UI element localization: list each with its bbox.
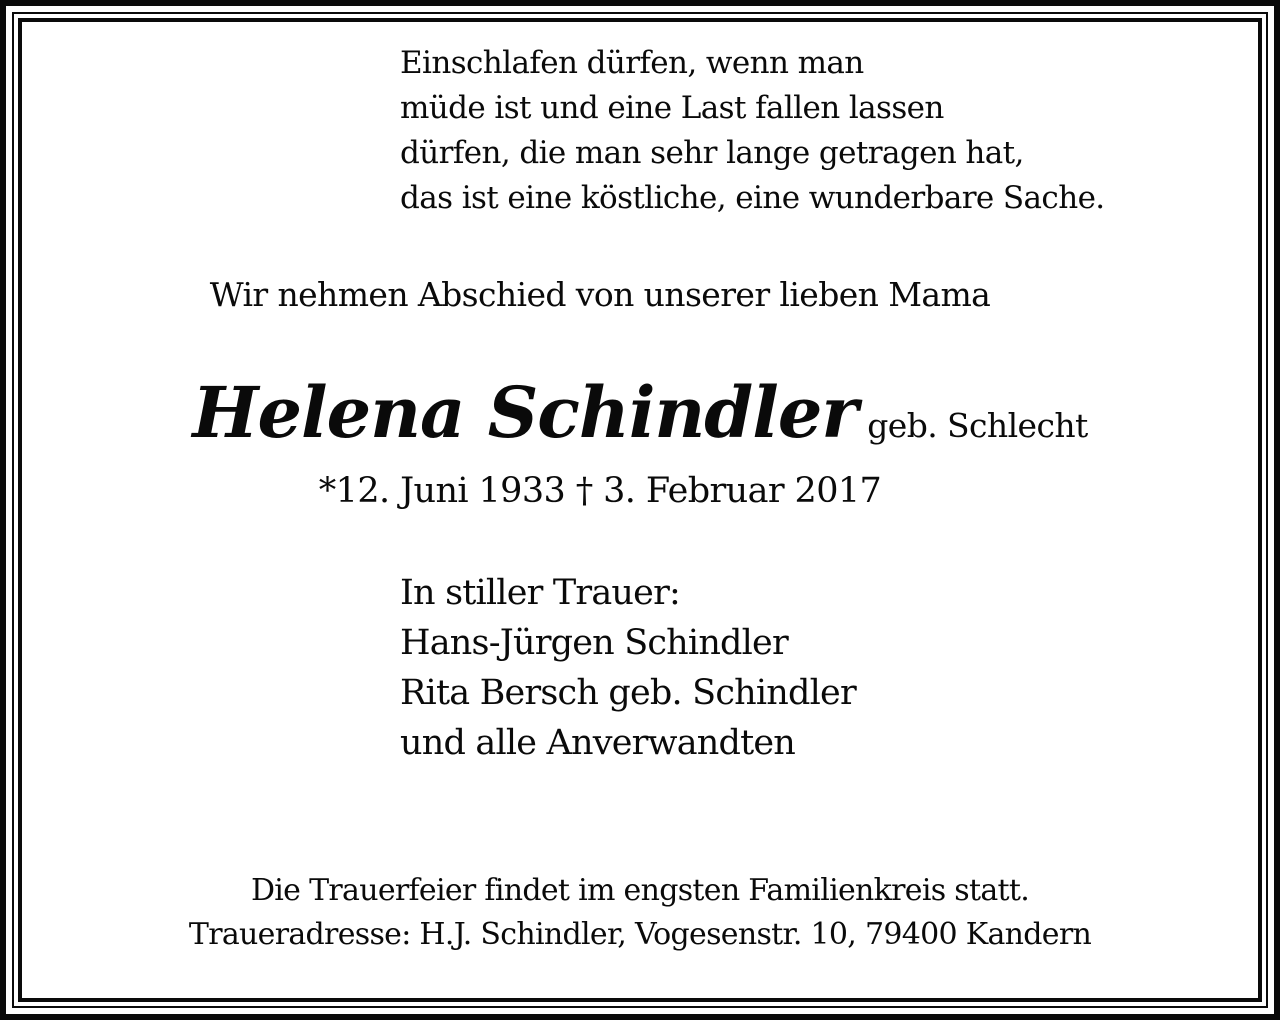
maiden-name: geb. Schlecht xyxy=(867,406,1088,445)
life-dates: *12. Juni 1933 † 3. Februar 2017 xyxy=(318,471,882,511)
ceremony-note: Die Trauerfeier findet im engsten Familienkreis statt. xyxy=(250,873,1030,908)
motto-line: das ist eine köstliche, eine wunderbare Sache. xyxy=(400,180,1105,216)
mourner-name: Rita Bersch geb. Schindler xyxy=(400,673,856,713)
motto-line: dürfen, die man sehr lange getragen hat, xyxy=(400,135,1024,171)
mourning-address: Traueradresse: H.J. Schindler, Vogesenstr. 10, 79400 Kandern xyxy=(188,917,1092,952)
mourner-name: Hans-Jürgen Schindler xyxy=(400,623,788,663)
deceased-name-row xyxy=(0,371,1280,454)
mourner-name: und alle Anverwandten xyxy=(400,723,796,763)
motto-line: Einschlafen dürfen, wenn man xyxy=(400,45,864,81)
motto-line: müde ist und eine Last fallen lassen xyxy=(400,90,944,126)
deceased-name: Helena Schindler xyxy=(192,371,858,454)
farewell-text: Wir nehmen Abschied von unserer lieben Mama xyxy=(209,275,991,314)
mourners-heading: In stiller Trauer: xyxy=(400,573,680,613)
